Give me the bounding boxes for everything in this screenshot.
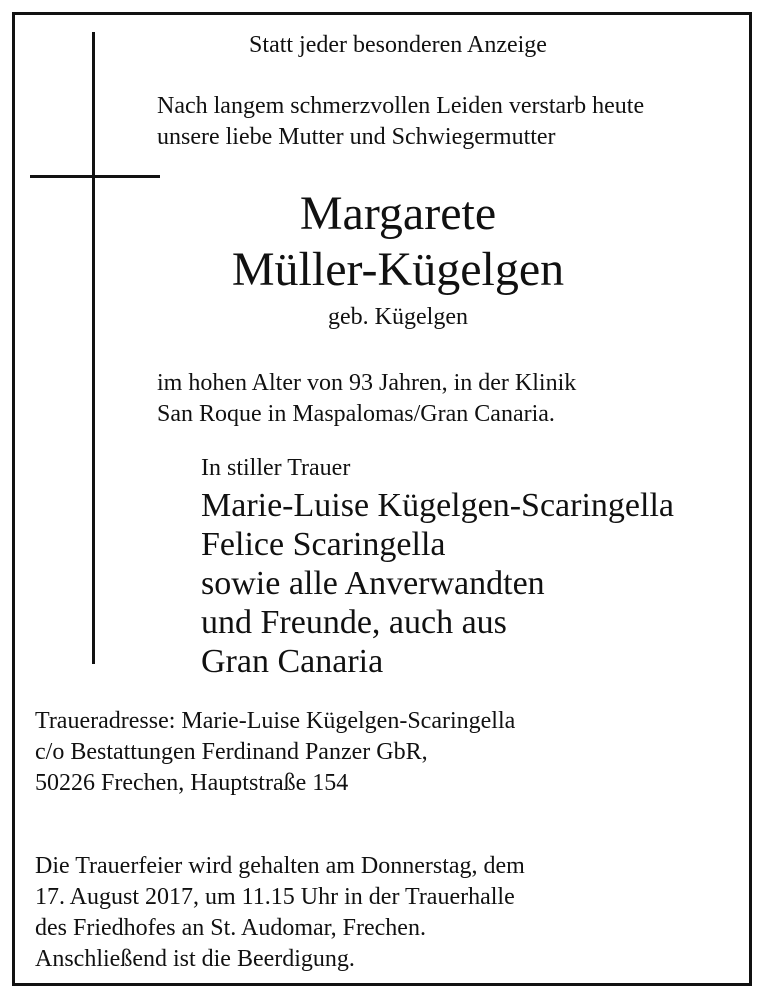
mourner-line: Felice Scaringella (201, 526, 446, 563)
mourner-line: Marie-Luise Kügelgen-Scaringella (201, 487, 674, 524)
mourner-line: Gran Canaria (201, 643, 384, 680)
intro-text (157, 91, 644, 153)
funeral-line: 17. August 2017, um 11.15 Uhr in der Trauerhalle (35, 884, 515, 910)
funeral-line: Die Trauerfeier wird gehalten am Donnerstag, dem (35, 853, 525, 879)
mourning-label: In stiller Trauer (201, 455, 351, 481)
address-line: Traueradresse: Marie-Luise Kügelgen-Scaringella (35, 708, 516, 734)
intro-line: Nach langem schmerzvollen Leiden verstarb heute (157, 93, 645, 119)
age-line: im hohen Alter von 93 Jahren, in der Klinik (157, 370, 577, 396)
mourner-line: sowie alle Anverwandten (201, 565, 545, 602)
address-line: c/o Bestattungen Ferdinand Panzer GbR, (35, 739, 428, 765)
intro-line: unsere liebe Mutter und Schwiegermutter (157, 124, 556, 150)
deceased-last-name: Müller-Kügelgen (231, 243, 565, 296)
age-text (157, 368, 576, 430)
age-line: San Roque in Maspalomas/Gran Canaria. (157, 401, 555, 427)
funeral-details (35, 851, 525, 975)
funeral-line: des Friedhofes an St. Audomar, Frechen. (35, 915, 426, 941)
funeral-line: Anschließend ist die Beerdigung. (35, 946, 355, 972)
cross-horizontal-bar (30, 175, 160, 178)
maiden-name: geb. Kügelgen (328, 304, 468, 330)
mourner-line: und Freunde, auch aus (201, 604, 507, 641)
notice-header: Statt jeder besonderen Anzeige (249, 32, 547, 58)
mourning-address (35, 706, 515, 799)
cross-vertical-bar (92, 32, 95, 664)
address-line: 50226 Frechen, Hauptstraße 154 (35, 770, 349, 796)
deceased-first-name: Margarete (299, 187, 497, 240)
mourners-list (201, 486, 674, 681)
